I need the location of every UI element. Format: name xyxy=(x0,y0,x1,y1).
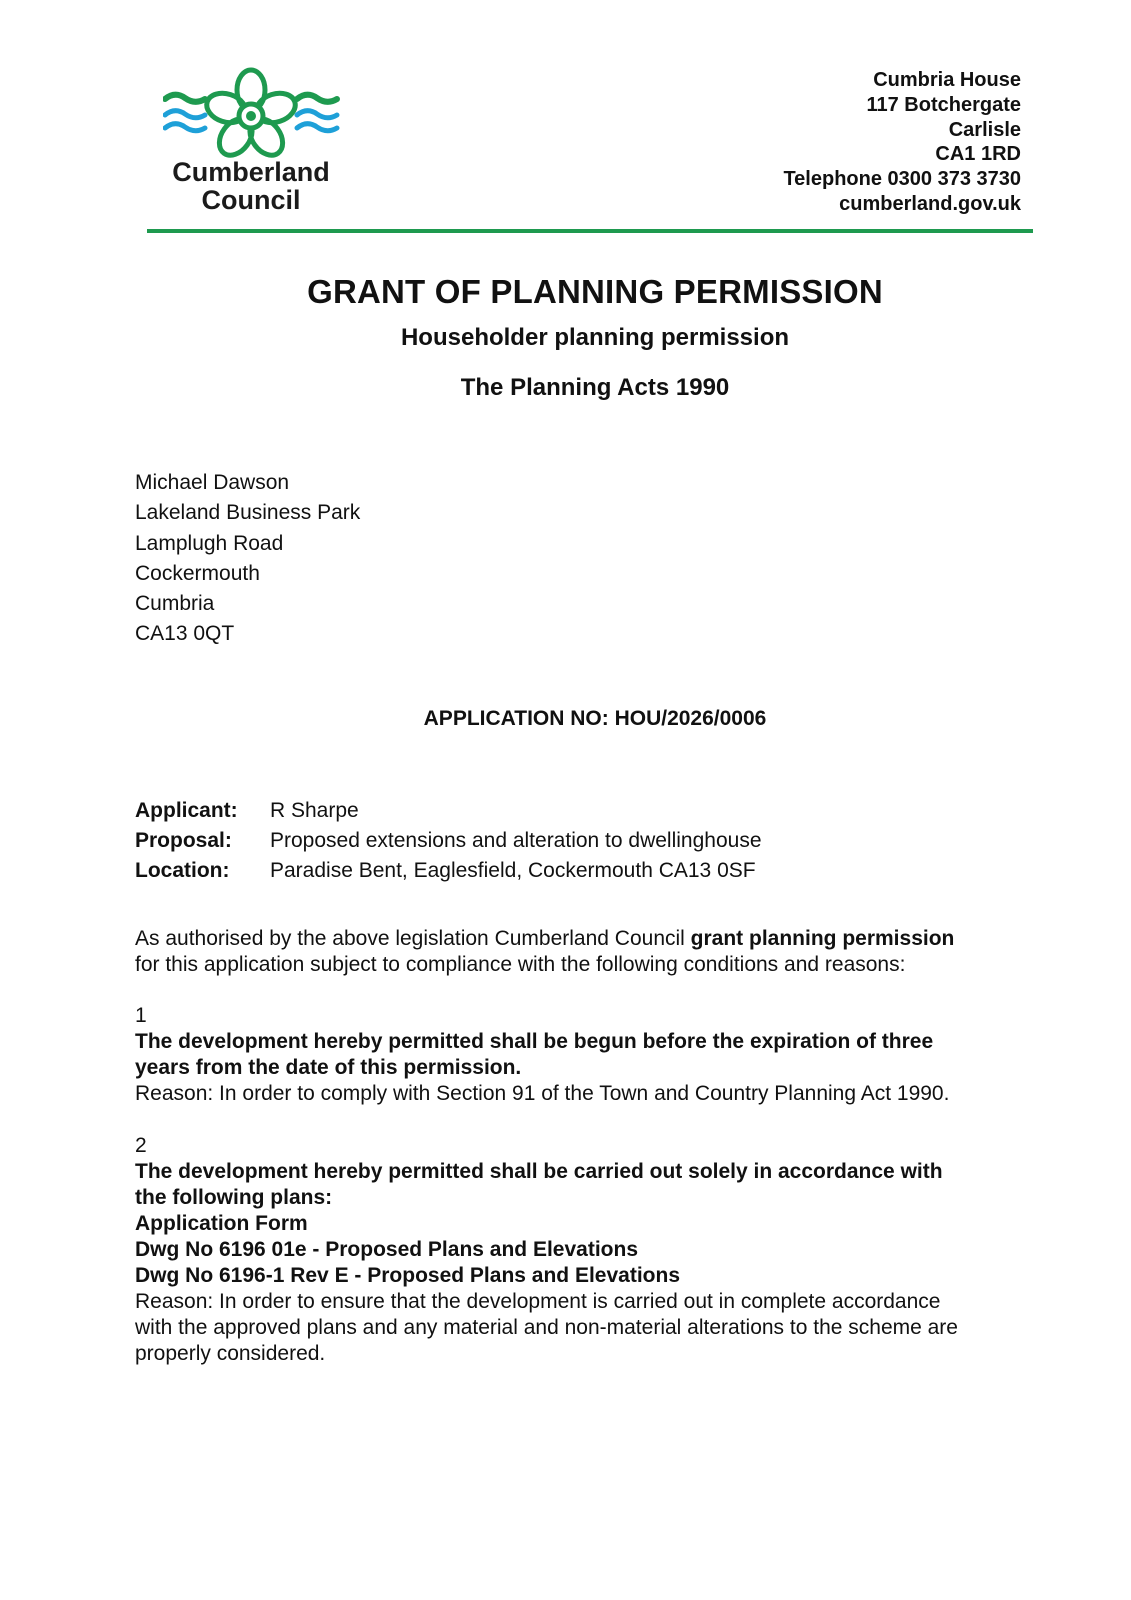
recipient-line: Lakeland Business Park xyxy=(135,501,361,525)
plan-item: Application Form xyxy=(135,1212,308,1235)
applicant-row xyxy=(135,796,762,826)
applicant-label: Applicant: xyxy=(135,799,238,822)
proposal-label: Proposal: xyxy=(135,829,232,852)
intro-bold-text: grant planning permission xyxy=(690,927,955,950)
location-row xyxy=(135,856,762,886)
flower-and-waves-icon xyxy=(163,66,343,161)
application-number: APPLICATION NO: HOU/2026/0006 xyxy=(423,707,767,730)
plan-item: Dwg No 6196-1 Rev E - Proposed Plans and Elevations xyxy=(135,1264,680,1287)
condition-text: The development hereby permitted shall be begun before the expiration of three xyxy=(135,1030,934,1053)
application-details xyxy=(135,796,762,886)
condition-text: The development hereby permitted shall be carried out solely in accordance with xyxy=(135,1160,943,1183)
proposal-value: Proposed extensions and alteration to dwellinghouse xyxy=(270,829,762,852)
intro-paragraph xyxy=(135,926,1035,978)
council-logo xyxy=(163,66,343,216)
recipient-address xyxy=(135,468,360,650)
condition-reason: with the approved plans and any material and non-material alterations to the scheme are xyxy=(135,1316,958,1339)
recipient-line: Michael Dawson xyxy=(135,471,290,494)
recipient-line: Cumbria xyxy=(135,592,215,616)
document-subtitle: Householder planning permission xyxy=(400,324,790,351)
intro-line2: for this application subject to compliance with the following conditions and reasons: xyxy=(135,953,906,976)
logo-name-line1: Cumberland xyxy=(172,157,330,187)
proposal-row xyxy=(135,826,762,856)
legislation-title: The Planning Acts 1990 xyxy=(460,374,730,401)
council-address xyxy=(783,68,1021,217)
condition-text: years from the date of this permission. xyxy=(135,1056,522,1079)
condition-reason: Reason: In order to comply with Section 91 of the Town and Country Planning Act 1990. xyxy=(135,1082,950,1105)
recipient-line: CA13 0QT xyxy=(135,622,235,646)
address-line: CA1 1RD xyxy=(935,143,1021,166)
intro-text: As authorised by the above legislation Cumberland Council xyxy=(135,927,691,950)
document-title: GRANT OF PLANNING PERMISSION xyxy=(307,273,883,310)
location-value: Paradise Bent, Eaglesfield, Cockermouth CA13 0SF xyxy=(270,859,756,882)
recipient-line: Cockermouth xyxy=(135,561,260,585)
address-line: Carlisle xyxy=(948,118,1021,141)
condition-number: 1 xyxy=(135,1004,147,1027)
website-line: cumberland.gov.uk xyxy=(839,192,1021,215)
logo-name-line2: Council xyxy=(201,185,301,215)
condition-2 xyxy=(135,1133,1035,1367)
address-line: 117 Botchergate xyxy=(866,93,1021,116)
header-divider xyxy=(147,229,1033,233)
address-line: Cumbria House xyxy=(873,69,1021,91)
location-label: Location: xyxy=(135,859,230,882)
condition-number: 2 xyxy=(135,1134,147,1157)
condition-text: the following plans: xyxy=(135,1186,333,1209)
applicant-value: R Sharpe xyxy=(270,799,359,822)
telephone-line: Telephone 0300 373 3730 xyxy=(783,168,1021,191)
recipient-line: Lamplugh Road xyxy=(135,531,284,555)
condition-reason: Reason: In order to ensure that the development is carried out in complete accordance xyxy=(135,1290,941,1313)
condition-1 xyxy=(135,1003,1035,1107)
plan-item: Dwg No 6196 01e - Proposed Plans and Elevations xyxy=(135,1238,638,1261)
condition-reason: properly considered. xyxy=(135,1342,326,1365)
